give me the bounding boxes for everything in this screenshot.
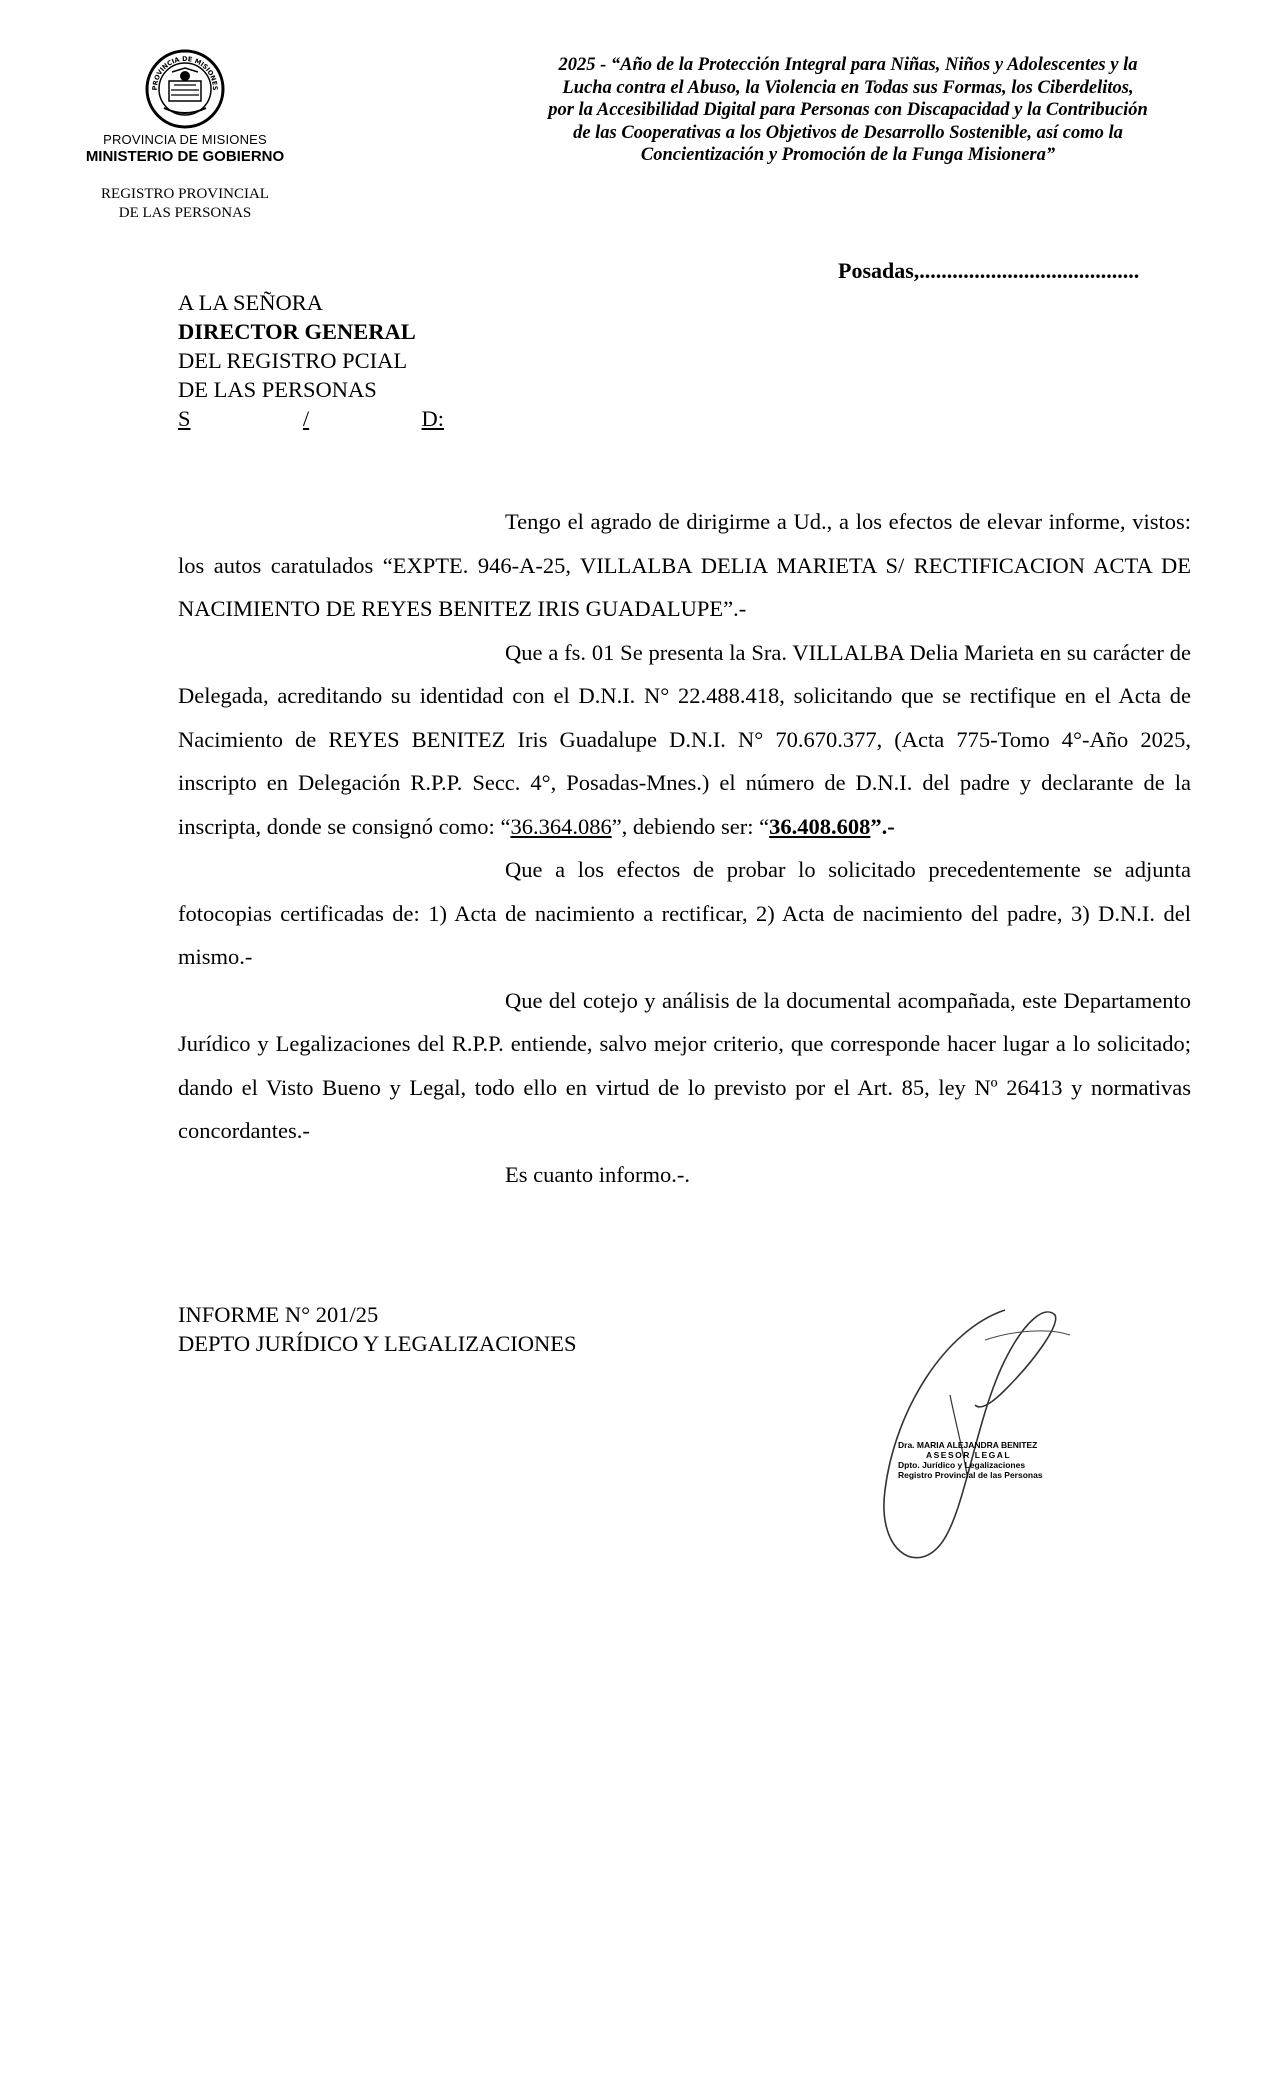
addressee-line: DE LAS PERSONAS — [178, 377, 377, 402]
sd-s: S — [178, 406, 191, 431]
stamp-name: Dra. MARIA ALEJANDRA BENITEZ — [898, 1440, 1038, 1450]
wrong-dni: 36.364.086 — [510, 813, 612, 839]
year-motto — [478, 54, 1218, 167]
stamp-role: ASESOR LEGAL — [926, 1450, 1012, 1460]
motto-line: por la Accesibilidad Digital para Personas con Discapacidad y la Contribución — [548, 100, 1148, 120]
paragraph-intro: Tengo el agrado de dirigirme a Ud., a los efectos de elevar informe, vistos: los autos caratulados “EXPTE. 946-A-25, VILLALBA DELIA MARIETA S/ RECTIFICACION ACTA DE NACIMIENTO DE REYES BENITEZ IRIS GUADALUPE”.- — [178, 509, 1191, 621]
registry-name — [60, 185, 310, 223]
addressee-block — [178, 288, 444, 433]
ministry-name: MINISTERIO DE GOBIERNO — [85, 148, 285, 165]
paragraph-attachments: Que a los efectos de probar lo solicitado precedentemente se adjunta fotocopias certificadas de: 1) Acta de nacimiento a rectificar, 2) Acta de nacimiento del padre, 3) D.N.I. del mismo.- — [178, 857, 1191, 969]
place-date: Posadas,........................................ — [838, 258, 1140, 283]
registry-line-2: DE LAS PERSONAS — [118, 205, 252, 221]
correct-dni: 36.408.608 — [769, 813, 871, 839]
request-text-mid: ”, debiendo ser: “ — [611, 813, 770, 839]
paragraph-request — [178, 631, 1191, 849]
report-number: INFORME N° 201/25 — [178, 1302, 379, 1327]
sd-d: D: — [421, 406, 444, 431]
report-department: DEPTO JURÍDICO Y LEGALIZACIONES — [178, 1331, 577, 1356]
registry-line-1: REGISTRO PROVINCIAL — [101, 186, 269, 202]
report-footer — [178, 1300, 577, 1358]
motto-line: Lucha contra el Abuso, la Violencia en Todas sus Formas, los Ciberdelitos, — [562, 77, 1134, 98]
provincial-seal-icon — [144, 48, 226, 130]
legal-stamp — [898, 1440, 1088, 1480]
stamp-dept: Dpto. Jurídico y Legalizaciones — [898, 1460, 1026, 1470]
stamp-registry: Registro Provincial de las Personas — [898, 1470, 1043, 1480]
report-body — [178, 500, 1191, 1196]
seal-ring-text: PROVINCIA DE MISIONES — [150, 54, 220, 91]
motto-line: Concientización y Promoción de la Funga Misionera” — [640, 145, 1056, 165]
request-text: Que a fs. 01 Se presenta la Sra. VILLALBA Delia Marieta en su carácter de Delegada, acreditando su identidad con el D.N.I. N° 22.488.418, solicitando que se rectifique en el Acta de Nacimiento de REYES BENITEZ Iris Guadalupe D.N.I. N° 70.670.377, (Acta 775-Tomo 4°-Año 2025, inscripto en Delegación R.P.P. Secc. 4°, Posadas-Mnes.) el número de D.N.I. del padre y declarante de la inscripta, donde se consignó como: “ — [178, 639, 1191, 839]
motto-line: 2025 - “Año de la Protección Integral para Niñas, Niños y Adolescentes y la — [558, 55, 1138, 75]
addressee-line: A LA SEÑORA — [178, 290, 324, 315]
sd-line — [178, 404, 444, 433]
province-name: PROVINCIA DE MISIONES — [103, 132, 267, 147]
addressee-line: DEL REGISTRO PCIAL — [178, 348, 408, 373]
paragraph-closing: Es cuanto informo.-. — [505, 1161, 690, 1187]
addressee-title: DIRECTOR GENERAL — [178, 319, 416, 344]
sd-slash: / — [302, 406, 310, 431]
paragraph-analysis: Que del cotejo y análisis de la documental acompañada, este Departamento Jurídico y Legalizaciones del R.P.P. entiende, salvo mejor criterio, que corresponde hacer lugar a lo solicitado; dando el Visto Bueno y Legal, todo ello en virtud de lo previsto por el Art. 85, ley Nº 26413 y normativas concordantes.- — [178, 987, 1191, 1143]
letterhead — [60, 48, 310, 223]
motto-line: de las Cooperativas a los Objetivos de Desarrollo Sostenible, así como la — [573, 122, 1123, 143]
request-text-end: ”.- — [870, 813, 895, 839]
